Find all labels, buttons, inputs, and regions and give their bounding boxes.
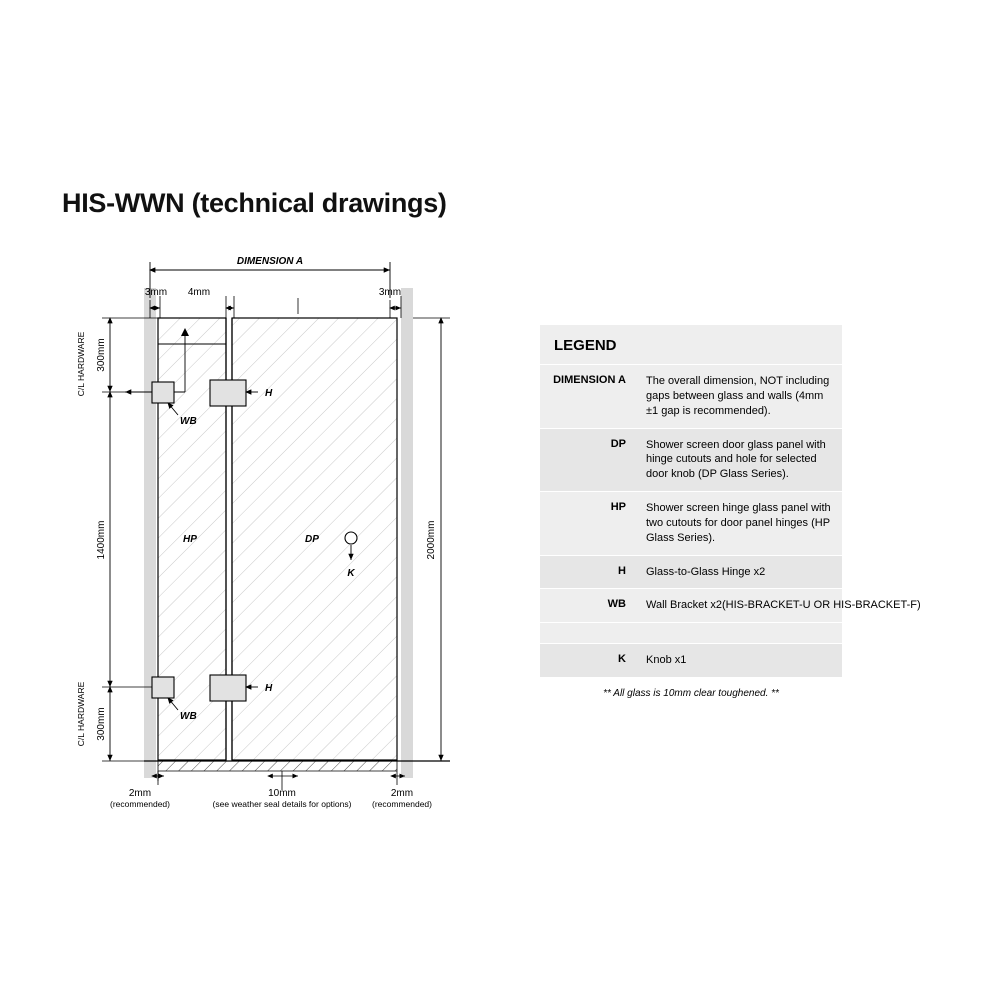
legend-value: Glass-to-Glass Hinge x2 xyxy=(646,565,766,578)
page-title: HIS-WWN (technical drawings) xyxy=(62,188,447,218)
legend-title: LEGEND xyxy=(540,325,842,365)
legend-key: H xyxy=(618,564,626,577)
wall-bracket-top xyxy=(152,382,174,403)
wall-bracket-top-label: WB xyxy=(180,416,197,427)
legend-row xyxy=(540,429,842,493)
gap-left-label: 3mm xyxy=(144,287,168,298)
floor-left-note: (recommended) xyxy=(110,799,170,809)
floor-right-note: (recommended) xyxy=(372,799,432,809)
legend-panel xyxy=(540,325,921,711)
legend-key: HP xyxy=(610,501,626,514)
floor-center-value: 10mm xyxy=(268,788,296,799)
legend-key: DP xyxy=(610,437,626,450)
legend-row xyxy=(540,556,842,590)
legend-row xyxy=(540,644,842,678)
height-total-label: 2000mm xyxy=(426,520,437,560)
panel-hp-label: HP xyxy=(183,534,197,545)
wall-bracket-bottom-label: WB xyxy=(180,711,197,722)
legend-value: Shower screen door glass panel with hinge cutouts and hole for selected door knob (DP Glass Series). xyxy=(646,438,826,481)
hardware-centerline-bottom-label: C/L HARDWARE xyxy=(76,681,86,747)
knob-label: K xyxy=(347,568,355,579)
legend-note: ** All glass is 10mm clear toughened. ** xyxy=(540,678,842,711)
legend-key: K xyxy=(618,653,626,666)
wall-right xyxy=(401,288,413,778)
hardware-centerline-top-label: C/L HARDWARE xyxy=(76,331,86,397)
legend-row xyxy=(540,365,842,429)
legend-value: The overall dimension, NOT including gaps between glass and walls (4mm ±1 gap is recommended). xyxy=(646,375,830,417)
hinge-top-label: H xyxy=(265,388,273,399)
hinge-bottom-label: H xyxy=(265,683,273,694)
wall-bracket-bottom xyxy=(152,677,174,698)
floor-right-value: 2mm xyxy=(390,788,414,799)
floor-center-note-1: (see weather seal details for options) xyxy=(212,799,352,809)
wall-left xyxy=(144,288,156,778)
panel-dp-label: DP xyxy=(305,534,319,545)
legend-key: DIMENSION A xyxy=(553,374,626,386)
legend-value: Wall Bracket x2(HIS-BRACKET-U OR HIS-BRACKET-F) xyxy=(646,599,921,612)
knob-hole xyxy=(345,532,357,544)
dimension-a-label: DIMENSION A xyxy=(236,256,304,267)
legend-key: WB xyxy=(607,598,626,611)
legend-value: Knob x1 xyxy=(646,654,687,667)
technical-drawing xyxy=(60,240,480,840)
gap-center-label: 4mm xyxy=(187,287,211,298)
hinge-bottom xyxy=(210,675,246,701)
legend-row xyxy=(540,492,842,556)
dim-middle-label: 1400mm xyxy=(96,520,107,560)
hinge-top xyxy=(210,380,246,406)
legend-spacer xyxy=(540,623,842,644)
dim-top-label: 300mm xyxy=(96,338,107,372)
gap-right-label: 3mm xyxy=(378,287,402,298)
dim-bottom-label: 300mm xyxy=(96,707,107,741)
floor-left-value: 2mm xyxy=(128,788,152,799)
legend-value: Shower screen hinge glass panel with two cutouts for door panel hinges (HP Glass Series). xyxy=(646,502,831,544)
legend-row xyxy=(540,589,921,623)
